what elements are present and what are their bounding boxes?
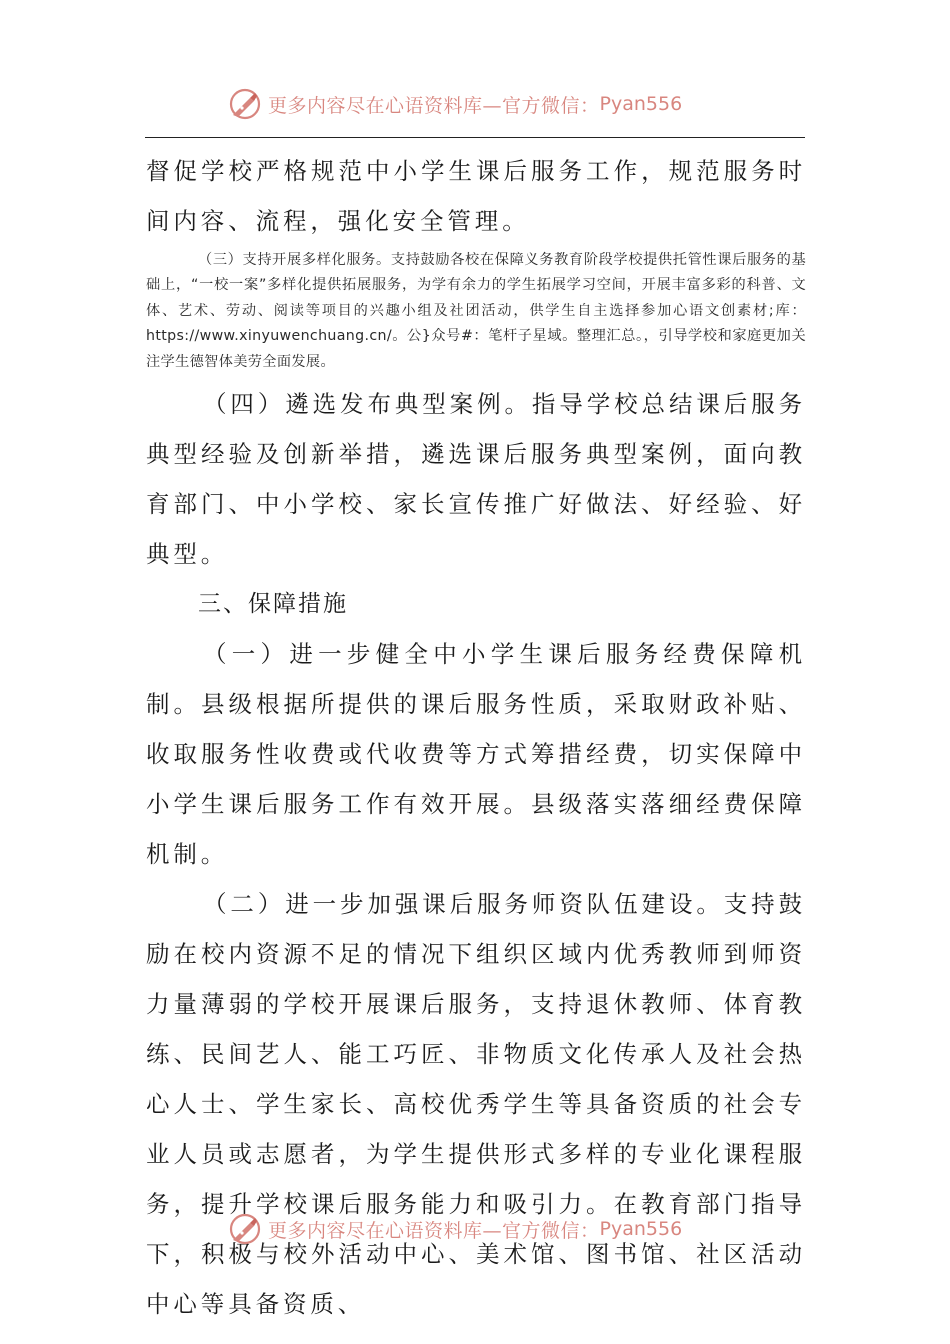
paragraph-diverse-services: （三）支持开展多样化服务。支持鼓励各校在保障义务教育阶段学校提供托管性课后服务的基础上，“一校一案”多样化提供拓展服务，为学有余力的学生拓展学习空间，开展丰富多彩的科普、文体、艺术、劳动、阅读等项目的兴趣小组及社团活动，供学生自主选择参加心语文创素材;库：https://www.xinyuwenchuang.cn/。公}众号#：笔杆子星域。整理汇总。，引导学校和家庭更加关注学生德智体美劳全面发展。	[146, 252, 806, 370]
header-watermark	[228, 84, 748, 124]
pen-nib-logo-icon	[228, 87, 262, 121]
footer-watermark-id: Pyan556	[599, 1218, 683, 1240]
paragraph-funding: （一）进一步健全中小学生课后服务经费保障机制。县级根据所提供的课后服务性质，采取财政补贴、收取服务性收费或代收费等方式筹措经费，切实保障中小学生课后服务工作有效开展。县级落实落细经费保障机制。	[146, 640, 806, 869]
pen-nib-logo-icon	[228, 1212, 262, 1246]
paragraph-safety: 督促学校严格规范中小学生课后服务工作，规范服务时间内容、流程，强化安全管理。	[146, 157, 806, 235]
document-body	[146, 146, 806, 1329]
header-watermark-id: Pyan556	[599, 93, 683, 115]
section-heading-guarantee: 三、保障措施	[198, 591, 348, 618]
footer-watermark	[228, 1209, 748, 1249]
header-rule	[145, 137, 805, 138]
paragraph-typical-cases: （四）遴选发布典型案例。指导学校总结课后服务典型经验及创新举措，遴选课后服务典型案例，面向教育部门、中小学校、家长宣传推广好做法、好经验、好典型。	[146, 390, 806, 569]
paragraph-teachers: （二）进一步加强课后服务师资队伍建设。支持鼓励在校内资源不足的情况下组织区域内优秀教师到师资力量薄弱的学校开展课后服务，支持退休教师、体育教练、民间艺人、能工巧匠、非物质文化传承人及社会热心人士、学生家长、高校优秀学生等具备资质的社会专业人员或志愿者，为学生提供形式多样的专业化课程服务，提升学校课后服务能力和吸引力。在教育部门指导下，积极与校外活动中心、美术馆、图书馆、社区活动中心等具备资质、	[146, 890, 806, 1319]
header-watermark-text: 更多内容尽在心语资料库—官方微信：	[268, 94, 600, 117]
footer-watermark-text: 更多内容尽在心语资料库—官方微信：	[268, 1219, 600, 1242]
